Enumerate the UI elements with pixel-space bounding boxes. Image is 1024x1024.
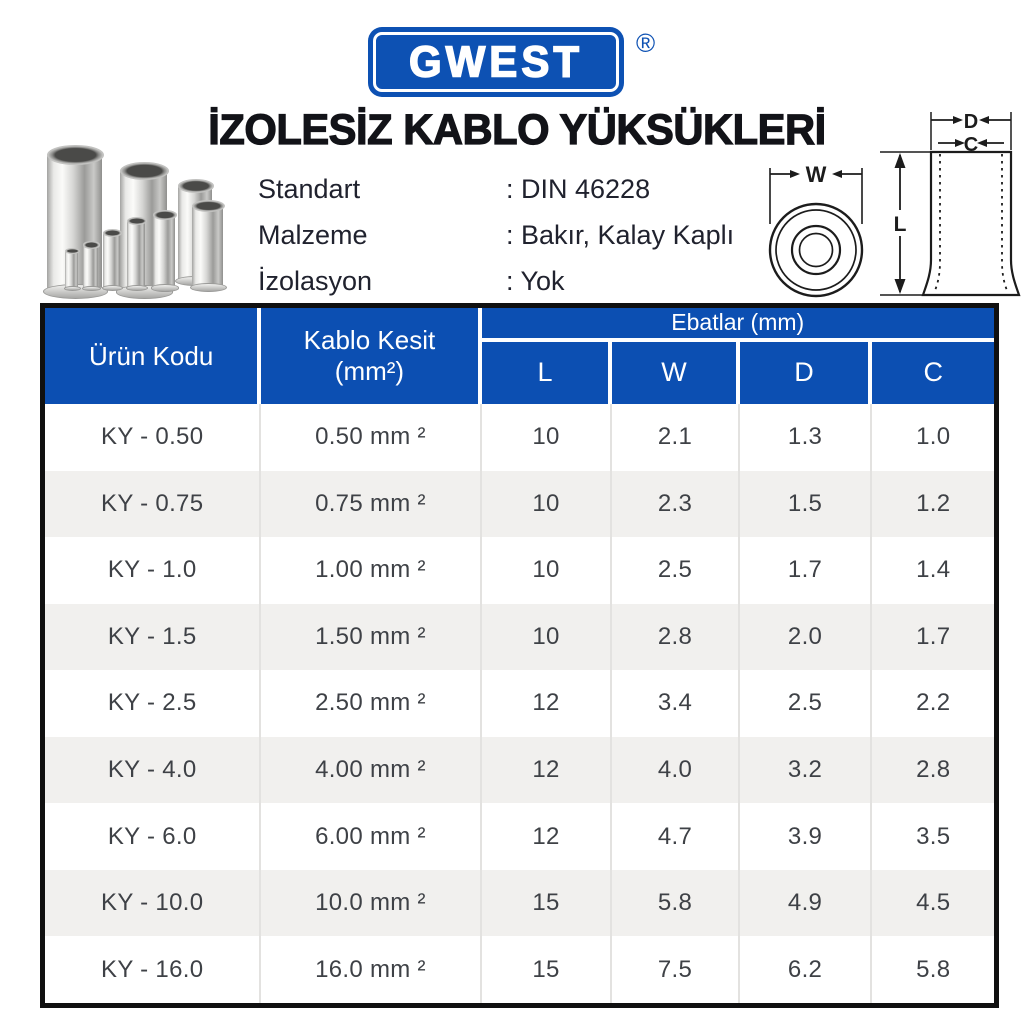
- table-header-d: D: [740, 342, 873, 404]
- cell-code: KY - 1.5: [45, 604, 261, 671]
- table-header-l: L: [482, 342, 613, 404]
- cell-code: KY - 0.50: [45, 404, 261, 471]
- cell-kesit: 4.00 mm ²: [261, 737, 481, 804]
- diagram-d-label: D: [963, 111, 979, 133]
- cell-w: 2.5: [612, 537, 739, 604]
- diagram-c-label: C: [963, 134, 979, 156]
- cell-c: 5.8: [872, 936, 993, 1003]
- specs-list: [258, 166, 788, 304]
- table-header-kablo-kesit-line1: Kablo Kesit: [303, 325, 436, 356]
- cell-w: 7.5: [612, 936, 739, 1003]
- cell-code: KY - 10.0: [45, 870, 261, 937]
- cell-w: 2.3: [612, 471, 739, 538]
- cell-c: 2.8: [872, 737, 993, 804]
- table-header-kablo-kesit: [261, 308, 481, 404]
- brand-logo: [368, 27, 624, 97]
- cell-kesit: 1.00 mm ²: [261, 537, 481, 604]
- registered-trademark-icon: ®: [636, 28, 656, 58]
- cell-d: 1.5: [740, 471, 873, 538]
- cell-kesit: 0.50 mm ²: [261, 404, 481, 471]
- cell-c: 1.0: [872, 404, 993, 471]
- spec-label: Standart: [258, 173, 361, 204]
- cell-kesit: 6.00 mm ²: [261, 803, 481, 870]
- table-header-urun-kodu: Ürün Kodu: [45, 308, 261, 404]
- cell-l: 10: [482, 537, 613, 604]
- cell-code: KY - 1.0: [45, 537, 261, 604]
- cell-l: 12: [482, 670, 613, 737]
- cell-l: 15: [482, 870, 613, 937]
- table-header-c: C: [872, 342, 993, 404]
- product-photo: [30, 145, 258, 303]
- cell-w: 4.7: [612, 803, 739, 870]
- cell-w: 4.0: [612, 737, 739, 804]
- cell-kesit: 0.75 mm ²: [261, 471, 481, 538]
- cell-c: 4.5: [872, 870, 993, 937]
- ferrule-image: [103, 232, 120, 290]
- cell-d: 4.9: [740, 870, 873, 937]
- ferrule-image: [127, 220, 145, 290]
- ferrule-image: [83, 244, 98, 290]
- cell-d: 1.3: [740, 404, 873, 471]
- diagram-w-label: W: [805, 162, 827, 187]
- cross-section-diagram: [762, 158, 872, 303]
- cell-c: 2.2: [872, 670, 993, 737]
- cell-l: 10: [482, 404, 613, 471]
- cell-c: 3.5: [872, 803, 993, 870]
- side-view-diagram: [876, 100, 1024, 305]
- cell-code: KY - 6.0: [45, 803, 261, 870]
- cell-l: 10: [482, 604, 613, 671]
- cell-code: KY - 0.75: [45, 471, 261, 538]
- cell-d: 3.9: [740, 803, 873, 870]
- cell-d: 2.5: [740, 670, 873, 737]
- spec-label: İzolasyon: [258, 265, 373, 296]
- spec-value: : Yok: [506, 265, 565, 296]
- cell-kesit: 10.0 mm ²: [261, 870, 481, 937]
- cell-kesit: 1.50 mm ²: [261, 604, 481, 671]
- cell-l: 15: [482, 936, 613, 1003]
- table-header-w: W: [612, 342, 739, 404]
- cell-w: 5.8: [612, 870, 739, 937]
- cell-d: 2.0: [740, 604, 873, 671]
- diagram-l-label: L: [893, 213, 907, 236]
- cell-c: 1.7: [872, 604, 993, 671]
- cell-d: 6.2: [740, 936, 873, 1003]
- page-title: İZOLESİZ KABLO YÜKSÜKLERİ: [208, 106, 826, 154]
- cell-kesit: 16.0 mm ²: [261, 936, 481, 1003]
- cell-code: KY - 4.0: [45, 737, 261, 804]
- table-header-ebatlar: Ebatlar (mm): [482, 308, 994, 342]
- cell-l: 12: [482, 737, 613, 804]
- spec-value: : Bakır, Kalay Kaplı: [506, 219, 735, 250]
- ferrule-image: [192, 205, 223, 290]
- cell-d: 3.2: [740, 737, 873, 804]
- spec-row-malzeme: [258, 212, 788, 258]
- spec-row-standart: [258, 166, 788, 212]
- cell-kesit: 2.50 mm ²: [261, 670, 481, 737]
- cell-code: KY - 16.0: [45, 936, 261, 1003]
- logo-text: GWEST: [409, 37, 583, 86]
- cell-l: 12: [482, 803, 613, 870]
- spec-table: [40, 303, 999, 1008]
- ferrule-image: [153, 214, 175, 290]
- cell-w: 2.1: [612, 404, 739, 471]
- cell-l: 10: [482, 471, 613, 538]
- cell-d: 1.7: [740, 537, 873, 604]
- ferrule-image: [65, 250, 78, 290]
- cell-c: 1.2: [872, 471, 993, 538]
- spec-value: : DIN 46228: [506, 173, 651, 204]
- cell-w: 3.4: [612, 670, 739, 737]
- spec-row-izolasyon: [258, 258, 788, 304]
- cell-code: KY - 2.5: [45, 670, 261, 737]
- cell-w: 2.8: [612, 604, 739, 671]
- table-header-kablo-kesit-line2: (mm²): [334, 356, 405, 386]
- cell-c: 1.4: [872, 537, 993, 604]
- spec-label: Malzeme: [258, 219, 368, 250]
